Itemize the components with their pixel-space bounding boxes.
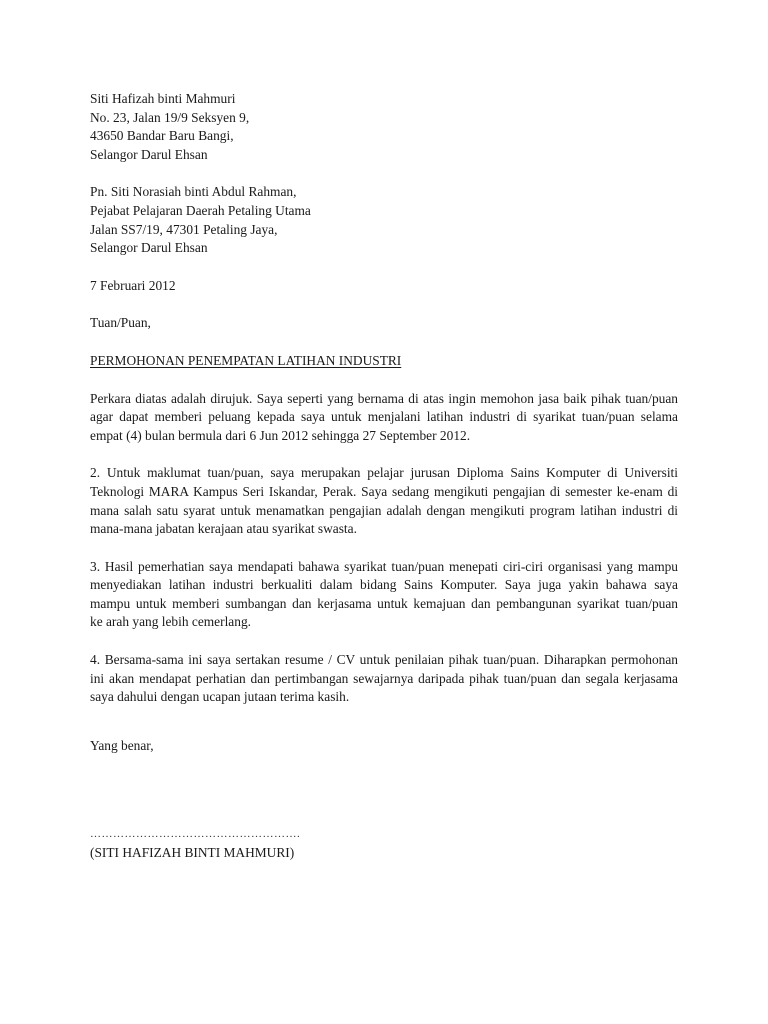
letter-date: 7 Februari 2012: [90, 277, 176, 293]
sender-line: No. 23, Jalan 19/9 Seksyen 9,: [90, 109, 250, 125]
recipient-line: Jalan SS7/19, 47301 Petaling Jaya,: [90, 221, 278, 237]
recipient-line: Pejabat Pelajaran Daerah Petaling Utama: [90, 202, 311, 218]
paragraph-line: agar dapat memberi peluang kepada saya untuk menjalani latihan industri di syarikat tuan/puan selama: [90, 409, 678, 425]
paragraph-line: Teknologi MARA Kampus Seri Iskandar, Perak. Saya sedang mengikuti pengajian di semester ke-enam di: [90, 483, 678, 499]
sender-line: 43650 Bandar Baru Bangi,: [90, 128, 234, 144]
recipient-address: [90, 183, 678, 257]
sender-line: Siti Hafizah binti Mahmuri: [90, 91, 236, 106]
paragraph-2: [90, 464, 678, 538]
paragraph-line: empat (4) bulan bermula dari 6 Jun 2012 sehingga 27 September 2012.: [90, 427, 471, 443]
paragraph-line: Perkara diatas adalah dirujuk. Saya seperti yang bernama di atas ingin memohon jasa baik pihak tuan/puan: [90, 390, 678, 406]
signatory-name: (SITI HAFIZAH BINTI MAHMURI): [90, 845, 295, 861]
paragraph-line: mana-mana jabatan kerajaan atau syarikat swasta.: [90, 521, 357, 537]
paragraph-line: ke arah yang lebih cemerlang.: [90, 614, 251, 630]
recipient-line: Selangor Darul Ehsan: [90, 240, 208, 256]
sender-line: Selangor Darul Ehsan: [90, 146, 208, 162]
paragraph-line: 3. Hasil pemerhatian saya mendapati bahawa syarikat tuan/puan menepati ciri-ciri organisasi yang mampu: [90, 558, 678, 574]
paragraph-line: ini akan mendapat perhatian dan pertimbangan sewajarnya daripada pihak tuan/puan dan segala kerjasama: [90, 670, 678, 686]
paragraph-line: menyediakan latihan industri berkualiti dalam bidang Sains Komputer. Saya juga yakin bahawa saya: [90, 577, 678, 593]
recipient-line: Pn. Siti Norasiah binti Abdul Rahman,: [90, 184, 297, 200]
paragraph-line: mana salah satu syarat untuk menamatkan pengajian adalah dengan mengikuti program latihan industri di: [90, 502, 678, 518]
paragraph-line: 4. Bersama-sama ini saya sertakan resume / CV untuk penilaian pihak tuan/puan. Diharapkan permohonan: [90, 652, 678, 668]
paragraph-line: mampu untuk memberi sumbangan dan kerjasama untuk kemajuan dan pembangunan syarikat tuan/puan: [90, 595, 678, 611]
paragraph-line: 2. Untuk maklumat tuan/puan, saya merupakan pelajar jurusan Diploma Sains Komputer di Universiti: [90, 465, 678, 481]
paragraph-1: [90, 390, 678, 446]
paragraph-line: saya dahului dengan ucapan jutaan terima kasih.: [90, 689, 350, 705]
letter-subject: PERMOHONAN PENEMPATAN LATIHAN INDUSTRI: [90, 352, 402, 368]
closing: Yang benar,: [90, 737, 154, 753]
sender-address: [90, 90, 678, 164]
paragraph-4: [90, 651, 678, 707]
paragraph-3: [90, 558, 678, 632]
salutation: Tuan/Puan,: [90, 315, 151, 331]
signature-line: ……………………………………………….: [90, 828, 301, 841]
letter-body: [90, 90, 678, 863]
